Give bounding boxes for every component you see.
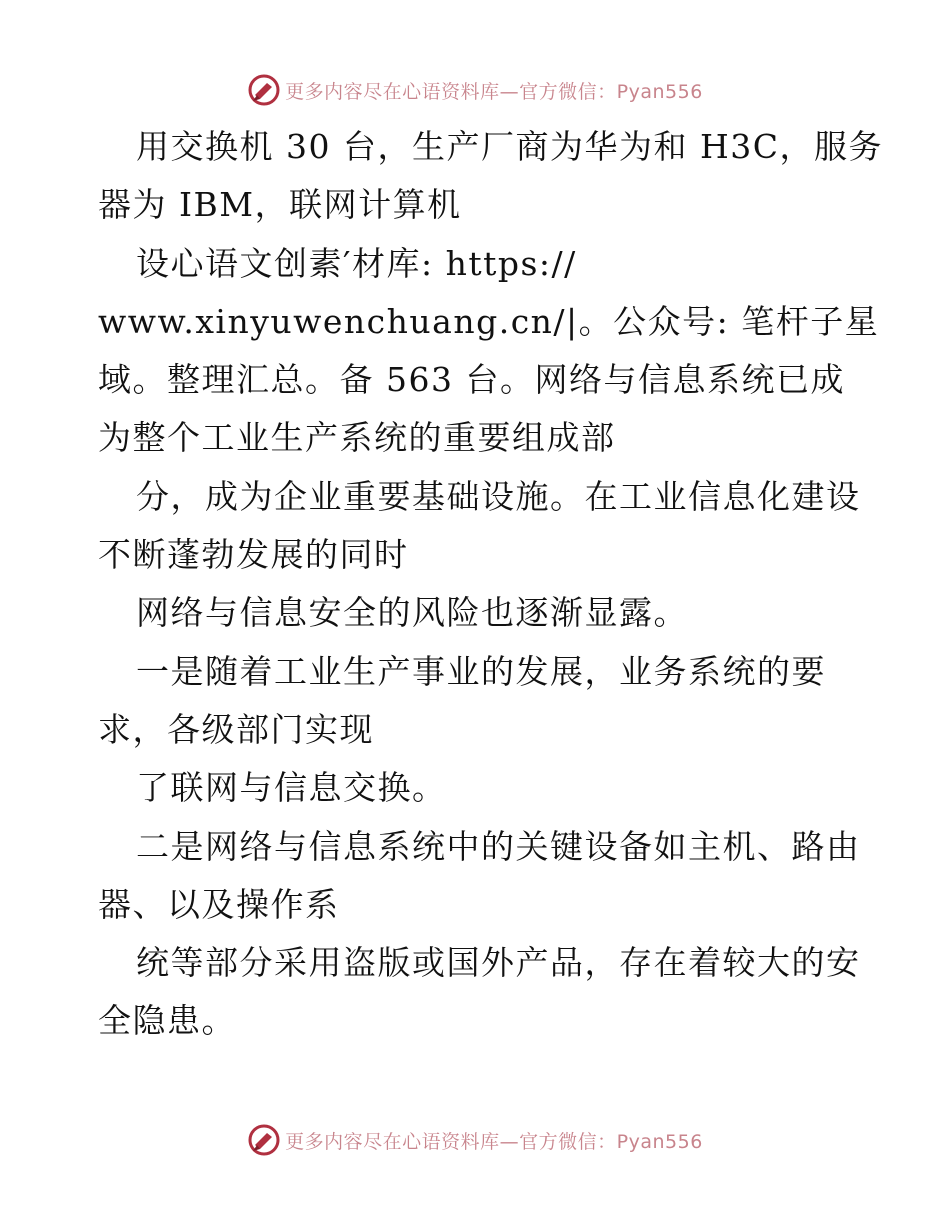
text-line: 不断蓬勃发展的同时	[98, 535, 409, 575]
text-line: 一是随着工业生产事业的发展，业务系统的要	[136, 651, 826, 691]
text-line: 为整个工业生产系统的重要组成部	[98, 418, 616, 458]
logo-icon	[247, 1123, 281, 1157]
logo-icon	[247, 73, 281, 107]
text-line: 了联网与信息交换。	[136, 768, 447, 808]
text-line: 求，各级部门实现	[98, 709, 374, 749]
text-line: 设心语文创素′材库: https://	[136, 243, 577, 283]
text-line: 分，成为企业重要基础设施。在工业信息化建设	[136, 476, 861, 516]
document-body	[98, 118, 883, 1051]
header-banner	[0, 70, 950, 110]
text-line: 二是网络与信息系统中的关键设备如主机、路由	[136, 826, 861, 866]
text-line: 器、以及操作系	[98, 884, 340, 924]
footer-banner-text: 更多内容尽在心语资料库—官方微信：Pyan556	[285, 1130, 703, 1153]
footer-banner	[0, 1120, 950, 1160]
text-line: 域。整理汇总。备 563 台。网络与信息系统已成	[98, 360, 845, 400]
text-line: 全隐患。	[98, 1001, 236, 1041]
text-line: www.xinyuwenchuang.cn/|。公众号: 笔杆子星	[98, 301, 880, 341]
header-banner-text: 更多内容尽在心语资料库—官方微信：Pyan556	[285, 80, 703, 103]
text-line: 器为 IBM，联网计算机	[98, 185, 462, 225]
text-line: 用交换机 30 台，生产厂商为华为和 H3C，服务	[136, 127, 883, 166]
text-line: 统等部分采用盗版或国外产品，存在着较大的安	[136, 943, 861, 983]
text-line: 网络与信息安全的风险也逐渐显露。	[136, 593, 688, 633]
